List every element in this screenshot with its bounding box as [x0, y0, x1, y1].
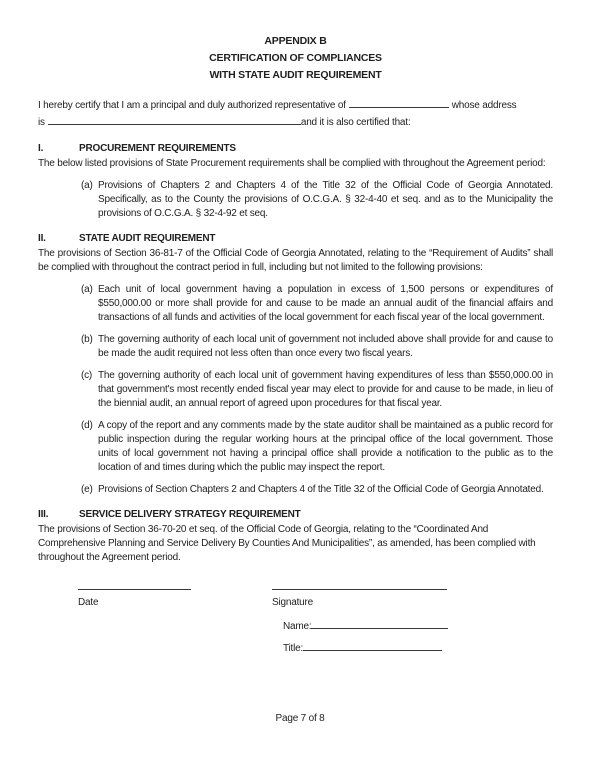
section-numeral: II. [38, 233, 46, 244]
intro-line-1 [38, 97, 553, 114]
title-field-row [283, 640, 442, 656]
blank-representative-of [349, 97, 449, 108]
list-item-marker: (c) [81, 370, 93, 381]
list-item-text: The governing authority of each local unit of government not included above shall provide for and cause to be made the audit required not less often than once every two fiscal years. [98, 334, 553, 359]
intro-lead-text: I hereby certify that I am a principal and duly authorized representative of [38, 100, 346, 111]
section-body-service-delivery: The provisions of Section 36-70-20 et seq. of the Official Code of Georgia, relating to the “Coordinated And Comprehensive Planning and Service Delivery By Counties And Municipalities”, as amended, has been complied with throughout the Agreement period. [38, 524, 536, 563]
list-item [81, 333, 553, 361]
section-heading-service-delivery [38, 508, 553, 522]
list-item-text: Each unit of local government having a population in excess of 1,500 persons or expenditures of $550,000.00 or more shall provide for and cause to be made an annual audit of the financial affairs and transactions of all funds and activities of the local government for each fiscal year of the local government. [98, 284, 553, 323]
blank-address [48, 114, 301, 125]
list-item [81, 179, 553, 221]
intro-certified-text: and it is also certified that: [300, 117, 411, 128]
list-item [81, 369, 553, 411]
title-line-appendix: APPENDIX B [264, 35, 327, 47]
list-item-text: Provisions of Chapters 2 and Chapters 4 of the Title 32 of the Official Code of Georgia Annotated. Specifically, as to the County the provisions of O.C.G.A. § 32-4-40 et seq. and as to the Municipality the provisions of O.C.G.A. § 32-4-92 et seq. [98, 180, 553, 219]
section-heading-procurement [38, 142, 553, 156]
list-item-text: The governing authority of each local unit of government having expenditures of less than $550,000.00 in that government's most recently ended fiscal year may elect to provide for and cause to be made, in lieu of the biennial audit, an annual report of agreed upon procedures for that fiscal year. [98, 370, 553, 409]
list-item-marker: (e) [81, 484, 93, 495]
list-item-marker: (a) [81, 284, 93, 295]
signature-label: Signature [272, 597, 314, 608]
section-heading-text: PROCUREMENT REQUIREMENTS [79, 143, 236, 154]
intro-whose-address-text: whose address [451, 100, 517, 111]
title-line-certification: CERTIFICATION OF COMPLIANCES [209, 52, 382, 64]
list-item [81, 483, 553, 497]
document-title [38, 33, 553, 84]
intro-is-text: is [38, 117, 45, 128]
date-label: Date [78, 597, 99, 608]
name-blank-line [311, 618, 448, 629]
list-item [81, 283, 553, 325]
list-item-marker: (a) [81, 180, 93, 191]
section-body-state-audit: The provisions of Section 36-81-7 of the Official Code of Georgia Annotated, relating to the “Requirement of Audits” shall be complied with throughout the contract period in full, including but not limited to the following provisions: [38, 248, 553, 273]
title-line-requirement: WITH STATE AUDIT REQUIREMENT [209, 69, 382, 81]
list-item-marker: (b) [81, 334, 93, 345]
title-label: Title: [283, 643, 304, 654]
list-item-text: Provisions of Section Chapters 2 and Chapters 4 of the Title 32 of the Official Code of Georgia Annotated. [98, 484, 544, 495]
title-blank-line [303, 640, 442, 651]
page-number-footer: Page 7 of 8 [275, 713, 325, 724]
name-label: Name: [283, 621, 312, 632]
list-item [81, 419, 553, 475]
list-item-marker: (d) [81, 420, 93, 431]
list-item-text: A copy of the report and any comments made by the state auditor shall be maintained as a public record for public inspection during the regular working hours at the principal office of the local government. Those units of local government not having a principal office shall provide a notification to the public as to the location of and times during which the public may inspect the report. [98, 420, 553, 473]
section-heading-state-audit [38, 232, 553, 246]
section-numeral: I. [38, 143, 44, 154]
section-body-procurement: The below listed provisions of State Procurement requirements shall be complied with throughout the Agreement period: [38, 158, 546, 169]
section-heading-text: SERVICE DELIVERY STRATEGY REQUIREMENT [79, 509, 301, 520]
intro-line-2 [38, 114, 553, 131]
section-numeral: III. [38, 509, 49, 520]
date-signature-line [78, 589, 191, 590]
name-field-row [283, 618, 448, 634]
section-heading-text: STATE AUDIT REQUIREMENT [79, 233, 216, 244]
signature-line [272, 589, 447, 590]
certification-intro-paragraph [38, 97, 553, 131]
